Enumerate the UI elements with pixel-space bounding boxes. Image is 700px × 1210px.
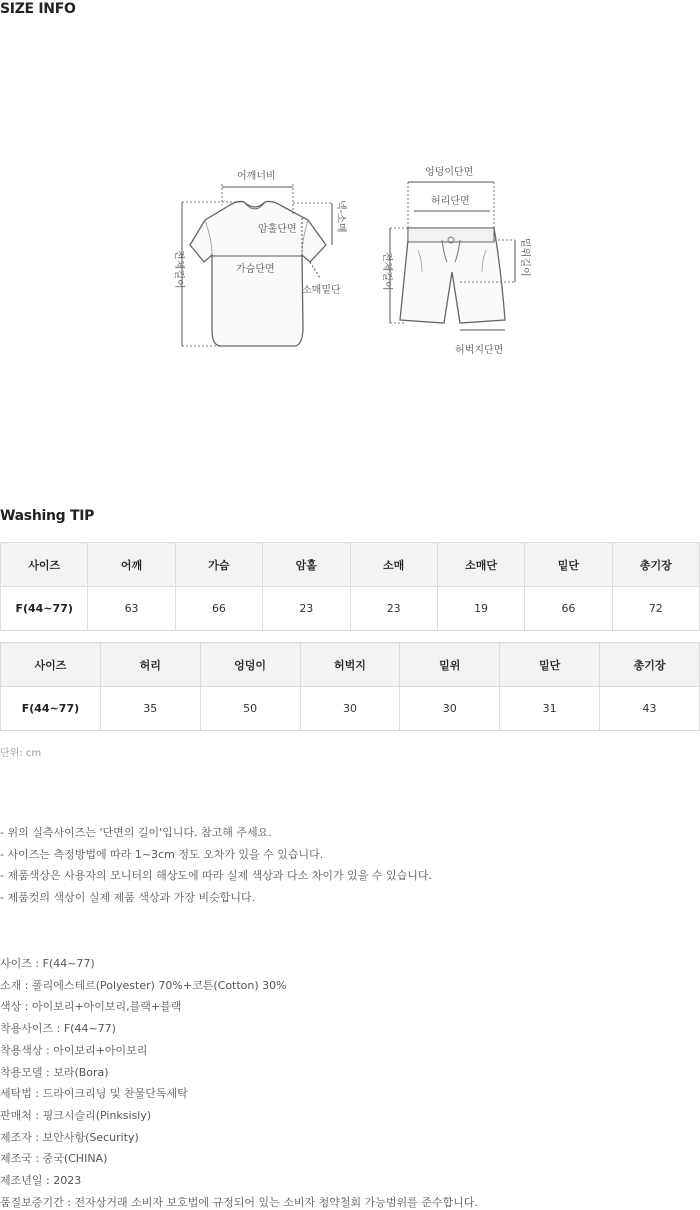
table-cell: 43 — [600, 687, 700, 731]
table-header-cell: 소매단 — [437, 543, 524, 587]
size-info-title: SIZE INFO — [0, 1, 76, 17]
note-line: - 위의 실측사이즈는 '단면의 길이'입니다. 참고해 주세요. — [0, 826, 272, 839]
label-armhole: 암홀단면 — [258, 224, 297, 235]
table-row — [1, 587, 700, 631]
table-cell: 63 — [88, 587, 175, 631]
table-header-cell: 허리 — [100, 643, 200, 687]
table-header-cell: 암홀 — [263, 543, 350, 587]
spec-line: 사이즈 : F(44~77) — [0, 957, 95, 970]
table-cell: F(44~77) — [1, 587, 88, 631]
shorts-waistband — [408, 228, 494, 242]
measurement-diagram — [160, 160, 540, 360]
label-shoulder: 어깨너비 — [237, 171, 276, 182]
table-header-row — [1, 543, 700, 587]
table-header-cell: 소매 — [350, 543, 437, 587]
label-rise: 밑위길이 — [519, 238, 530, 277]
spec-line: 소재 : 폴리에스테르(Polyester) 70%+코튼(Cotton) 30% — [0, 978, 287, 992]
table-cell: 50 — [200, 687, 300, 731]
table-header-cell: 사이즈 — [1, 543, 88, 587]
table-cell: 66 — [175, 587, 262, 631]
top-size-table — [0, 542, 700, 631]
size-diagram — [160, 160, 540, 360]
table-header-cell: 밑위 — [400, 643, 500, 687]
table-cell: 23 — [263, 587, 350, 631]
label-neck-sleeve: 넥-소매 — [335, 200, 346, 233]
spec-line: 제조국 : 중국(CHINA) — [0, 1152, 108, 1166]
washing-tip-title: Washing TIP — [0, 508, 95, 524]
spec-line: 제조년일 : 2023 — [0, 1174, 82, 1188]
table-header-cell: 가슴 — [175, 543, 262, 587]
spec-line: 품질보증기간 : 전자상거래 소비자 보호법에 규정되어 있는 소비자 청약철회 가능범위를 준수합니다. — [0, 1195, 478, 1209]
table-cell: 35 — [100, 687, 200, 731]
table-cell: 66 — [525, 587, 612, 631]
spec-line: 세탁법 : 드라이크리닝 및 찬물단독세탁 — [0, 1087, 188, 1101]
table-cell: 72 — [612, 587, 699, 631]
table-header-cell: 엉덩이 — [200, 643, 300, 687]
table-header-cell: 허벅지 — [300, 643, 400, 687]
spec-line: 색상 : 아이보리+아이보리,블랙+블랙 — [0, 1000, 182, 1014]
spec-line: 착용모델 : 보라(Bora) — [0, 1065, 109, 1079]
spec-line: 착용사이즈 : F(44~77) — [0, 1022, 116, 1036]
table-header-row — [1, 643, 700, 687]
table-cell: F(44~77) — [1, 687, 101, 731]
note-line: - 제품색상은 사용자의 모니터의 해상도에 따라 실제 색상과 다소 차이가 있을 수 있습니다. — [0, 869, 432, 883]
table-header-cell: 밑단 — [500, 643, 600, 687]
note-line: - 사이즈는 측정방법에 따라 1~3cm 정도 오차가 있을 수 있습니다. — [0, 847, 324, 861]
spec-line: 착용색상 : 아이보리+아이보리 — [0, 1043, 148, 1057]
label-thigh: 허벅지단면 — [455, 345, 504, 356]
table-header-cell: 총기장 — [612, 543, 699, 587]
table-row — [1, 687, 700, 731]
unit-label: 단위: cm — [0, 748, 42, 759]
product-specs — [0, 953, 478, 1210]
table-header-cell: 총기장 — [600, 643, 700, 687]
table-cell: 19 — [437, 587, 524, 631]
table-cell: 30 — [300, 687, 400, 731]
table-cell: 30 — [400, 687, 500, 731]
note-line: - 제품컷의 색상이 실제 제품 색상과 가장 비슷합니다. — [0, 891, 256, 905]
table-header-cell: 어깨 — [88, 543, 175, 587]
label-hip: 엉덩이단면 — [425, 167, 474, 178]
spec-line: 판매처 : 핑크시슬리(Pinksisly) — [0, 1108, 152, 1122]
table-cell: 31 — [500, 687, 600, 731]
bottom-size-table — [0, 642, 700, 731]
label-sleeve-hem: 소매밑단 — [302, 285, 341, 296]
label-chest: 가슴단면 — [236, 264, 275, 275]
table-header-cell: 사이즈 — [1, 643, 101, 687]
label-top-total: 전체길이 — [173, 250, 184, 289]
spec-line: 제조자 : 보안사항(Security) — [0, 1130, 139, 1144]
table-cell: 23 — [350, 587, 437, 631]
label-waist: 허리단면 — [431, 196, 470, 207]
size-notes — [0, 822, 432, 909]
label-bottom-total: 전체길이 — [381, 252, 392, 291]
table-header-cell: 밑단 — [525, 543, 612, 587]
